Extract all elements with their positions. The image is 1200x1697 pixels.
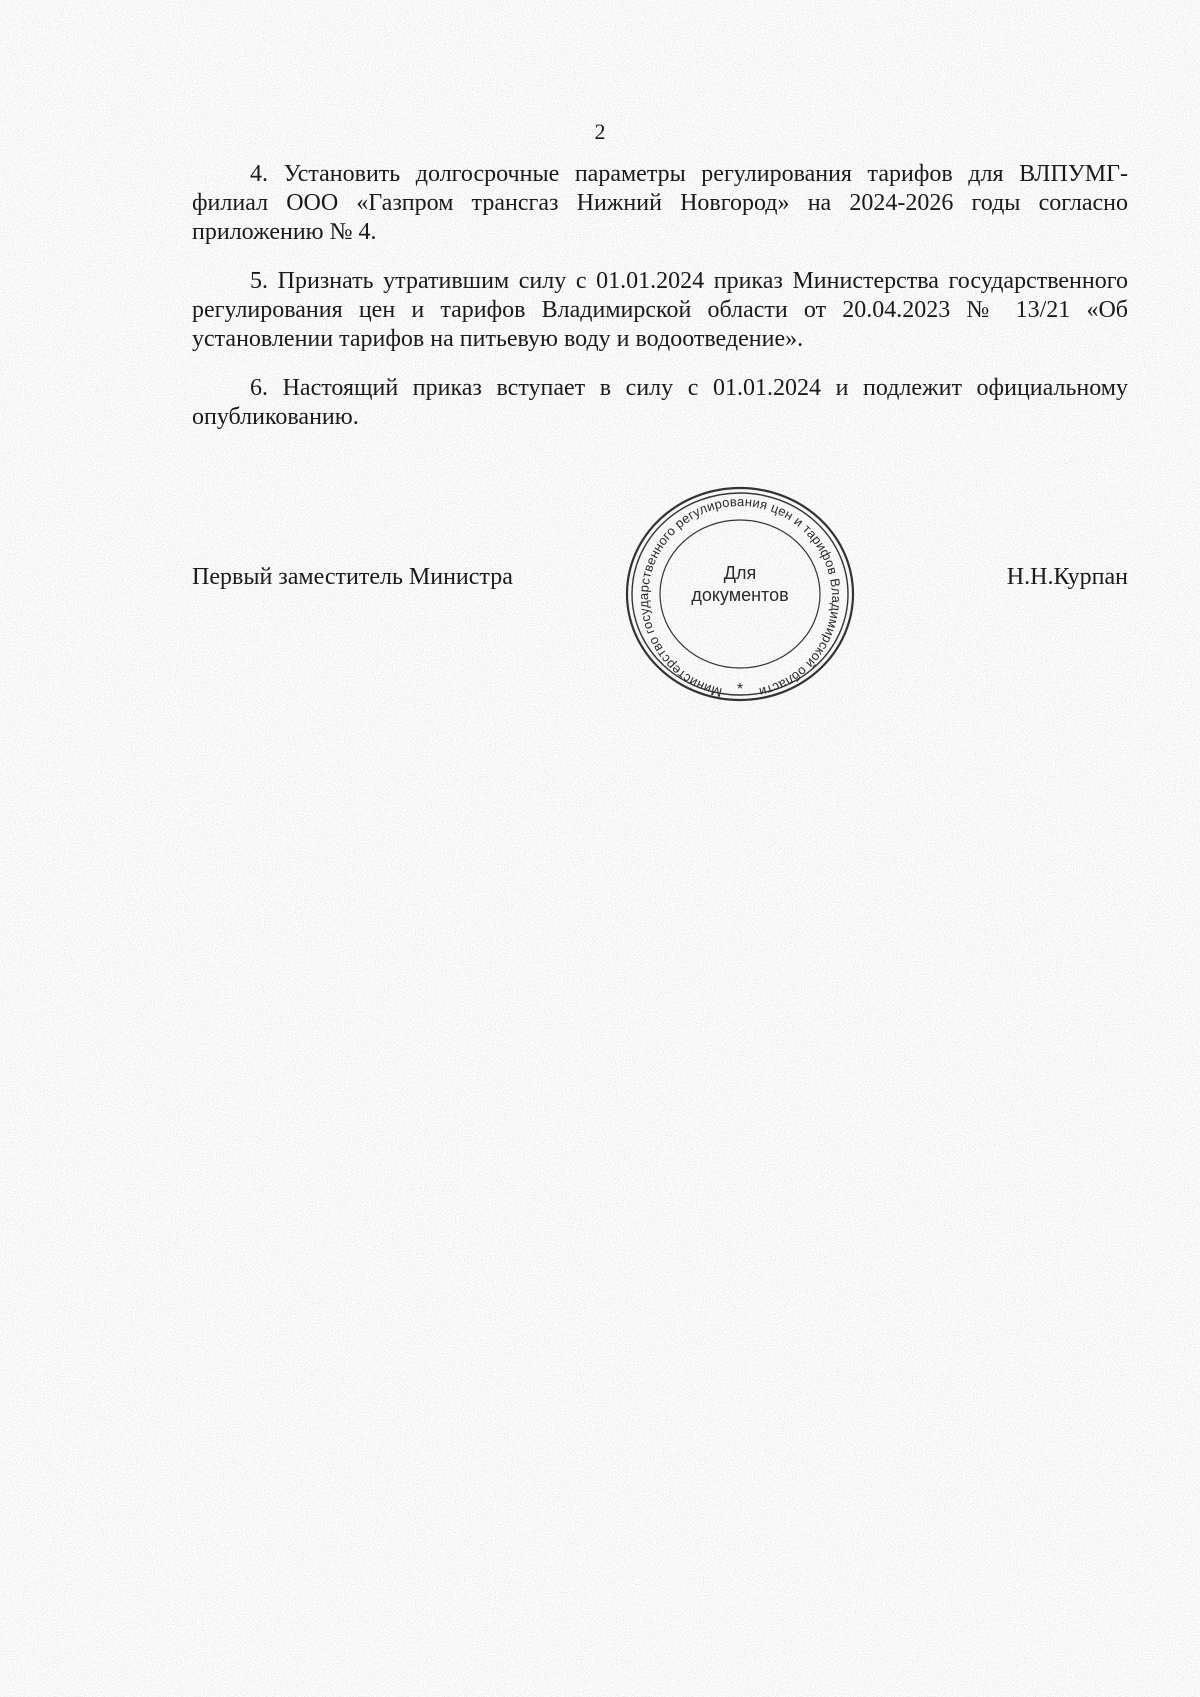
paragraph-6: 6. Настоящий приказ вступает в силу с 01.01.2024 и подлежит официальному опубликованию.: [192, 375, 1128, 430]
official-stamp: [620, 480, 860, 708]
paragraph-5: 5. Признать утратившим силу с 01.01.2024 приказ Министерства государственного регулирования цен и тарифов Владимирской области от 20.04.2023 № 13/21 «Об установлении тарифов на питьевую воду и водоотведение».: [192, 268, 1128, 352]
document-body: [192, 160, 1128, 452]
signatory-title: Первый заместитель Министра: [192, 564, 513, 590]
stamp-center-text: [620, 562, 860, 606]
stamp-center-line-1: Для: [723, 563, 757, 583]
stamp-ring-text: Министерство государственного регулирования цен и тарифов Владимирской области: [635, 493, 845, 701]
paragraph-4: 4. Установить долгосрочные параметры регулирования тарифов для ВЛПУМГ-филиал ООО «Газпром трансгаз Нижний Новгород» на 2024-2026 годы согласно приложению № 4.: [192, 161, 1128, 245]
page-number: 2: [594, 119, 606, 144]
stamp-star-icon: *: [736, 681, 744, 698]
stamp-center-line-2: документов: [691, 585, 789, 605]
signatory-name: Н.Н.Курпан: [1006, 564, 1128, 590]
